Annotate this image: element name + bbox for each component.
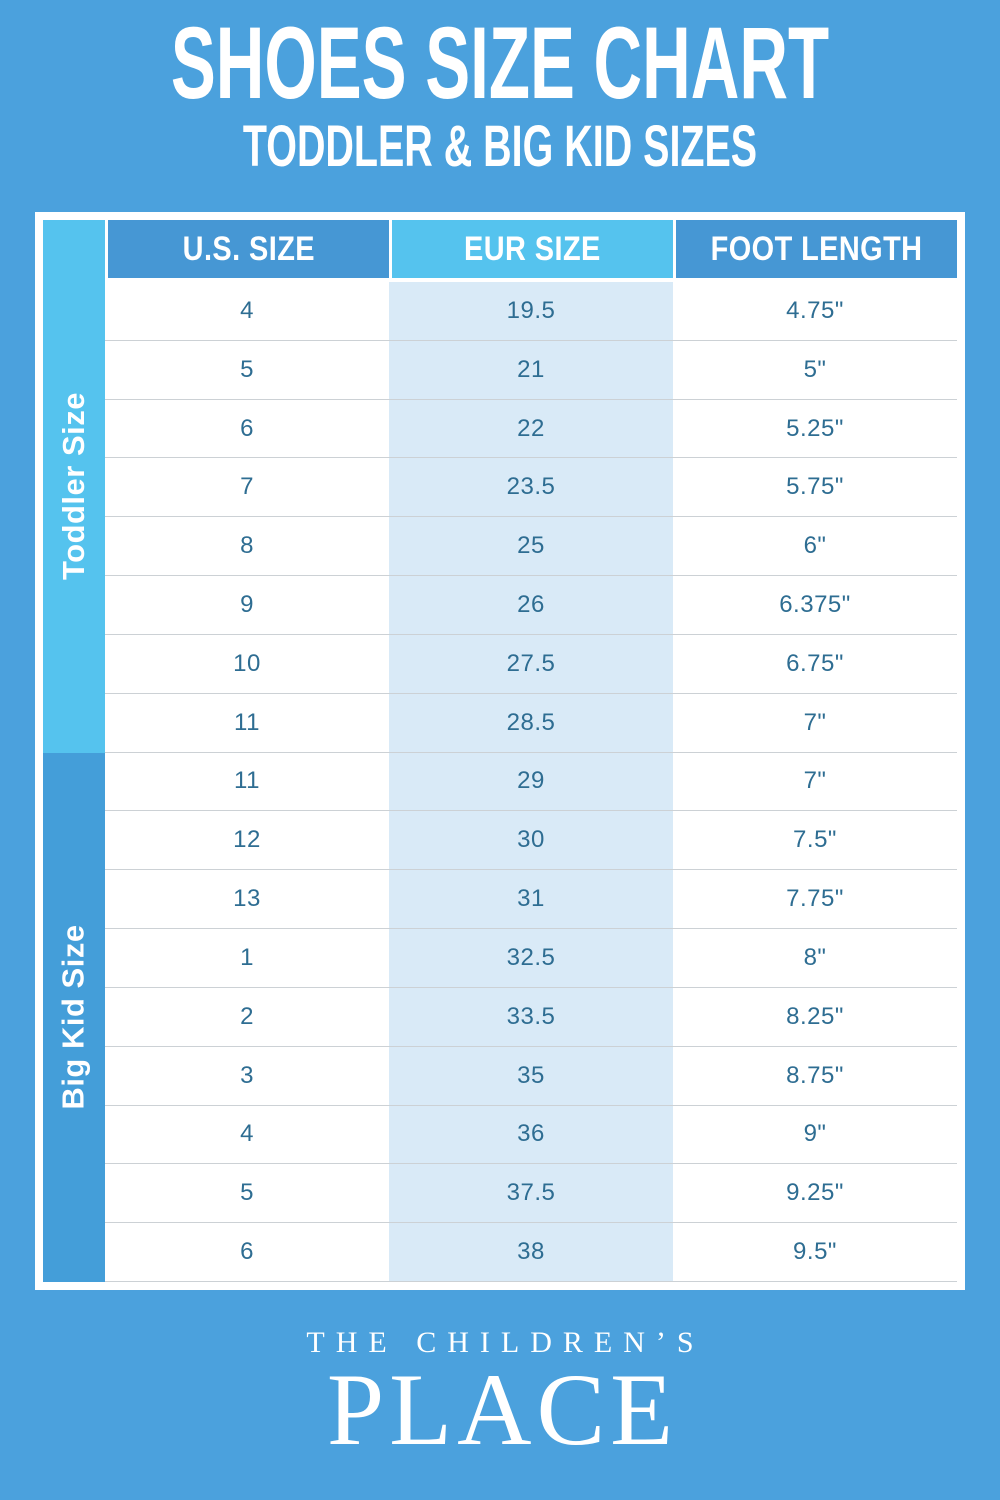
cell-u-s-size: 11: [105, 753, 389, 812]
cell-foot-length: 9.5": [673, 1223, 957, 1282]
section-label-toddler-size: Toddler Size: [56, 392, 92, 581]
cell-u-s-size: 4: [105, 282, 389, 341]
cell-foot-length: 8": [673, 929, 957, 988]
cell-eur-size: 21: [389, 341, 673, 400]
section-strip-toddler-size: [43, 220, 105, 753]
cell-foot-length: 8.25": [673, 988, 957, 1047]
cell-u-s-size: 3: [105, 1047, 389, 1106]
cell-eur-size: 38: [389, 1223, 673, 1282]
cell-foot-length: 4.75": [673, 282, 957, 341]
cell-u-s-size: 8: [105, 517, 389, 576]
page-title: SHOES SIZE CHART: [170, 6, 830, 120]
page-subtitle: TODDLER & BIG KID SIZES: [242, 114, 758, 179]
cell-u-s-size: 2: [105, 988, 389, 1047]
column-header-eur-size: [389, 220, 673, 282]
section-strip-big-kid-size: [43, 753, 105, 1282]
size-chart-grid: [43, 220, 957, 1282]
cell-eur-size: 29: [389, 753, 673, 812]
cell-u-s-size: 1: [105, 929, 389, 988]
column-header-label: EUR SIZE: [464, 229, 601, 268]
cell-eur-size: 26: [389, 576, 673, 635]
cell-u-s-size: 4: [105, 1106, 389, 1165]
cell-eur-size: 22: [389, 400, 673, 459]
cell-eur-size: 27.5: [389, 635, 673, 694]
cell-eur-size: 37.5: [389, 1164, 673, 1223]
cell-foot-length: 6.375": [673, 576, 957, 635]
cell-foot-length: 8.75": [673, 1047, 957, 1106]
cell-u-s-size: 11: [105, 694, 389, 753]
cell-foot-length: 7.75": [673, 870, 957, 929]
cell-eur-size: 32.5: [389, 929, 673, 988]
cell-foot-length: 9.25": [673, 1164, 957, 1223]
cell-eur-size: 19.5: [389, 282, 673, 341]
cell-eur-size: 31: [389, 870, 673, 929]
cell-foot-length: 5.75": [673, 458, 957, 517]
cell-foot-length: 5": [673, 341, 957, 400]
brand-name-line1: THE CHILDREN’S: [306, 1326, 705, 1359]
section-label-big-kid-size: Big Kid Size: [56, 924, 92, 1110]
cell-eur-size: 25: [389, 517, 673, 576]
cell-foot-length: 7": [673, 694, 957, 753]
cell-u-s-size: 5: [105, 1164, 389, 1223]
size-chart-card: [35, 212, 965, 1290]
column-header-label: U.S. SIZE: [182, 229, 315, 268]
column-header-foot-length: [673, 220, 957, 282]
cell-eur-size: 35: [389, 1047, 673, 1106]
cell-eur-size: 33.5: [389, 988, 673, 1047]
cell-u-s-size: 12: [105, 811, 389, 870]
cell-u-s-size: 7: [105, 458, 389, 517]
cell-foot-length: 9": [673, 1106, 957, 1165]
cell-foot-length: 7": [673, 753, 957, 812]
column-header-label: FOOT LENGTH: [710, 229, 923, 268]
cell-u-s-size: 5: [105, 341, 389, 400]
cell-eur-size: 28.5: [389, 694, 673, 753]
cell-eur-size: 23.5: [389, 458, 673, 517]
cell-u-s-size: 6: [105, 400, 389, 459]
cell-u-s-size: 6: [105, 1223, 389, 1282]
cell-foot-length: 6": [673, 517, 957, 576]
column-header-u-s-size: [105, 220, 389, 282]
cell-u-s-size: 10: [105, 635, 389, 694]
cell-foot-length: 5.25": [673, 400, 957, 459]
cell-eur-size: 36: [389, 1106, 673, 1165]
cell-u-s-size: 9: [105, 576, 389, 635]
cell-foot-length: 6.75": [673, 635, 957, 694]
brand-name-line2: PLACE: [326, 1353, 679, 1467]
cell-eur-size: 30: [389, 811, 673, 870]
page-header: [0, 6, 1000, 179]
cell-u-s-size: 13: [105, 870, 389, 929]
brand-logo: [0, 1290, 1000, 1467]
cell-foot-length: 7.5": [673, 811, 957, 870]
